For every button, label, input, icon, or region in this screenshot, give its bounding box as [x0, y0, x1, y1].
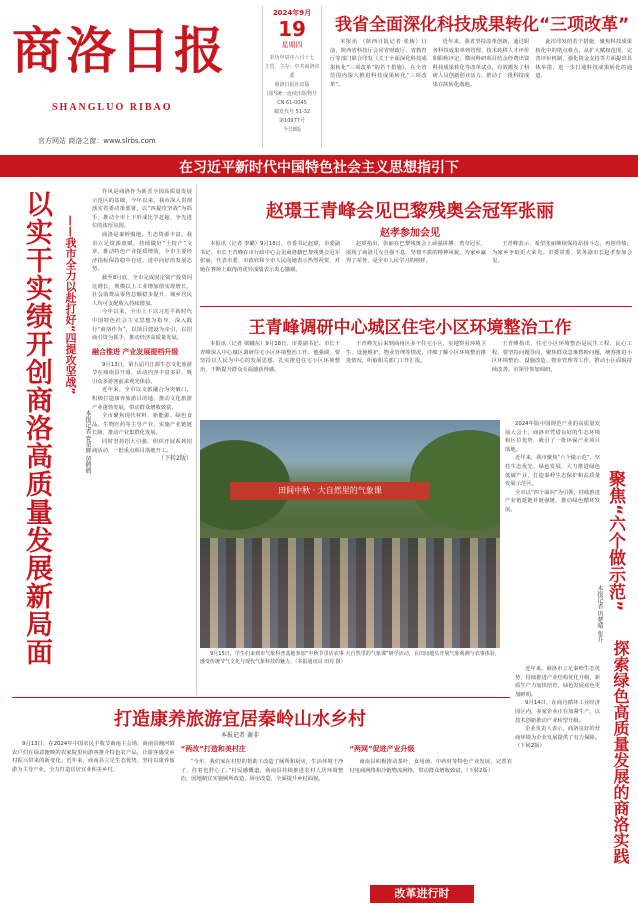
paragraph: 近年来，商洛市立足秦岭生态优势，持续推进产业结构优化升级，新质生产力加快培育，绿色发展底色更加鲜明。 [515, 666, 600, 698]
photo-caption [200, 650, 500, 686]
photo-banner: 田间中秋 · 大自然里的气象课 [230, 482, 430, 500]
masthead [8, 6, 258, 154]
paragraph: “今年，我们家在村里的帮助下改造了厕所和厨房，生活环境干净了，住着也舒心了。”村民感慨道。商南县持续推进农村人居环境整治，因地制宜实施厕所改造、厨房改造，全面提升乡村面貌。 [180, 759, 344, 783]
column-divider [196, 185, 197, 695]
left-article-body [92, 188, 192, 693]
paragraph: 王青峰表示，希望张丽继续保持昂扬斗志，再创佳绩，为家乡争取更大荣光。市委常委、常务副市长赵孝参加会见。 [492, 241, 632, 265]
issue-line: 农历甲辰年八月十七 [269, 55, 315, 61]
lead-headline[interactable]: 我省全面深化科技成果转化“三项改革” [335, 15, 630, 35]
dazao-article-body [12, 740, 512, 908]
newspaper-pinyin: SHANGLUO RIBAO [52, 102, 173, 113]
issue-line: 商洛日报社出版 [274, 82, 310, 88]
section-heading: “两网”促进产业升级 [349, 745, 415, 753]
continued-note: （下转2版） [158, 455, 192, 463]
paragraph: 全市以“四个面向”为引领，持续推进产业链延链补链强链，推动绿色循环发展。 [505, 489, 600, 513]
paragraph: 9月13日，在2024年中国农民丰收节商南主会场，商南县湘河镇农户们在绿意掩映的农家院里向游客推介特色农产品，让游客感受乡村振兴带来的新变化。近年来，商南县立足生态优势，坚持以康养旅游为主导产业，全力打造宜居宜业和美乡村。 [12, 741, 175, 773]
zhao-subtitle: 赵孝参加会见 [380, 228, 440, 239]
photo-tree [410, 430, 500, 530]
wang-article-body [200, 340, 632, 418]
paragraph: 2024年版中国规范产业的高质量发展大会上，商洛市凭借良好的生态环境和区位优势，吸引了一批环保产业项目落地。 [505, 421, 600, 453]
issue-line: 邮发代号 51-32 [273, 109, 311, 115]
paragraph: 王青峰指出，住宅小区环境整治是民生工程、民心工程，要坚持问题导向，聚焦群众急难愁盼问题，统筹推进小区环境整治、设施改造、物业管理等工作，推动小区面貌持续改善。市领导参加调研。 [492, 341, 632, 373]
dazao-author: 本报记者 谢非 [221, 732, 259, 739]
paragraph: 本报讯（记者 李璐）9月18日，市委书记赵璟，市委副书记、市长王青峰在市行政中心会见商洛籍巴黎残奥会冠军张丽，代表市委、市政府和全市人民向她表示热烈祝贺，对她在赛场上取得的优异成绩表示衷心感谢。 [200, 241, 340, 273]
paragraph: 近年来，我省坚持改革创新，通过职务科技成果单列管理、技术转移人才评价和职称评定、横向科研项目结余经费出资科技成果转化等改革试点，有效激发了科研人员创新创业活力，推动了一批科技成果在陕转化落地。 [432, 39, 530, 88]
paragraph: 截至8月底，全市完成固定资产投资同比增长，规模以上工业增加值实现增长，社会消费品零售总额稳步提升，城乡居民人均可支配收入持续增加。 [92, 274, 192, 307]
issue-line: 国内统一连续出版物号 [266, 91, 317, 97]
issue-year-month: 2024年9月 [272, 9, 312, 17]
lead-article-body [330, 38, 632, 146]
paragraph: 本报讯 （陕西日报记者 张梅）日前，陕西省科技厅会同省财政厅、省教育厅等部门联合印发《关于全面深化科技成果转化“三项改革”的若干措施》，在全省范围内深入推进科技成果转化“三项改革”。 [330, 39, 427, 88]
issue-line: 第10977号 [279, 118, 305, 124]
wang-headline[interactable]: 王青峰调研中心城区住宅小区环境整治工作 [248, 318, 572, 338]
paragraph: 全市聚焦现代材料、新能源、绿色食品、生物医药等主导产业，实施产业链链长制，推动产业集群化发展。 [92, 413, 192, 437]
paragraph: 今年以来，全市上下以习近平新时代中国特色社会主义思想为指导，深入践行“商洛作为”，以项目建设为牵引，以招商引资为抓手，推动经济高质量发展。 [92, 309, 192, 342]
section-heading: 融合推进 产业发展提档升级 [92, 347, 179, 356]
paragraph: 9月14日，在商丹循环工业经济园区内，多家企业正在加紧生产，以技术创新推动产业转型升级。 [515, 700, 600, 724]
jujiao-author: 本报记者 巩楚晴 张升 [596, 585, 603, 643]
paragraph: 商南县积极推动茶叶、食用菌、中药材等特色产业发展，完善农村电商网络和冷链物流网络，带动群众增收致富。（下转2版） [349, 759, 512, 774]
paragraph: 近年来，全市以文旅融合为突破口，积极打造康养旅游目的地，推动文化旅游产业蓬勃发展，带动群众增收致富。 [92, 387, 192, 411]
jujiao-headline[interactable]: 聚焦“六个做示范” [605, 470, 625, 612]
reform-tag: 改革进行时 [370, 885, 474, 903]
issue-weekday: 星期四 [281, 41, 303, 49]
section-heading: “两改”打造和美村庄 [180, 745, 246, 753]
banner-text: 在习近平新时代中国特色社会主义思想指引下 [179, 160, 459, 176]
left-article-headline[interactable]: 以实干实绩开创商洛高质量发展新局面 [21, 190, 52, 666]
issue-line: 今日8版 [282, 127, 302, 133]
section-rule [12, 697, 510, 698]
paragraph: 近年来，我市聚焦“六个做示范”，坚持生态优先、绿色发展，大力推进绿色低碳产业，打造秦岭生态保护和高质量发展示范区。 [505, 455, 600, 488]
paragraph: 王青峰先后来到商州区多个住宅小区，实地察看环境卫生、设施维护、物业管理等情况，详细了解小区环境整治推进情况，听取相关部门工作汇报。 [346, 341, 486, 365]
section-rule [200, 306, 632, 307]
paragraph: 本报讯（记者 梁曦东）9月18日，市委副书记、市长王青峰深入中心城区调研住宅小区环境整治工作。他强调，要坚持以人民为中心的发展思想，扎实推进住宅小区环境整治，不断提升群众幸福感获得感。 [200, 341, 340, 373]
news-photo[interactable] [200, 420, 500, 648]
caption-text: 9月15日，学生们来到市气象科普基地参加“中秋节里话农事 大自然里的气象课”研学活动，在田间地头开展气象观测与农事体验，感受传统节气文化与现代气象科技的魅力。（本报通讯员 田丹 摄） [200, 651, 500, 665]
photo-crowd [200, 538, 500, 648]
website-link[interactable]: 官方网站 商洛之窗：www.slrbs.com [38, 137, 156, 145]
newspaper-logo: 商洛日报 [12, 21, 228, 80]
right-lower-body [515, 665, 600, 905]
theme-banner [0, 155, 638, 177]
paragraph: 企业负责人表示，商洛良好的营商环境为企业发展提供了有力保障。（下转2版） [515, 726, 600, 750]
zhao-article-body [200, 240, 632, 302]
paragraph: 此次印发的若干措施，聚焦科技成果转化中的堵点难点，从扩大赋权范围、完善评价机制、强化资金支持等方面提出具体举措，进一步打通科技成果转化的通道。 [535, 39, 632, 80]
paragraph: 同时坚持招大引强，组织开展系列招商活动，一批重点项目落地开工。 [92, 439, 192, 454]
issue-day: 19 [278, 17, 306, 41]
paragraph: 作风是商洛作为新晋全国高质量发展示范区的基础，今年以来，我市深入贯彻落实省委决策部署，以“四提攻坚战”为抓手，推动全市上下形成比学赶超、争先进位的浓厚氛围。 [92, 189, 192, 230]
jujiao-subheadline: 探索绿色高质量发展的商洛实践 [611, 640, 630, 864]
jujiao-article-body [505, 420, 600, 660]
paragraph: 9月13日，第五届丹江源生态文化旅游节在商南县开幕，活动内容丰富多彩，吸引众多游客前来观光体验。 [92, 361, 192, 385]
left-article-subtitle: ——我市全力以赴打好“四提攻坚战” [64, 215, 77, 395]
paragraph: 赵璟指出，张丽在巴黎残奥会上顽强拼搏、勇夺冠军，展现了商洛儿女自强不息、坚韧不拔的精神风貌，为家乡赢得了荣誉，是全市人民学习的榜样。 [346, 241, 486, 265]
issue-info [262, 6, 322, 148]
issue-line: 主管、主办：中共商洛市委 [264, 64, 320, 79]
issue-line: CN 61-0045 [277, 100, 307, 106]
zhao-headline[interactable]: 赵璟王青峰会见巴黎残奥会冠军张丽 [266, 201, 554, 222]
dazao-headline[interactable]: 打造康养旅游宜居秦岭山水乡村 [114, 709, 366, 730]
paragraph: 商洛是秦岭腹地，生态资源丰富。我市立足资源禀赋，持续做好“土特产”文章，推动特色产业提质增效，全市主要经济指标保持稳中有进、进中向好的发展态势。 [92, 231, 192, 273]
left-article-author: 本报记者 党荣辉 黄鹤鹤 [84, 410, 91, 474]
